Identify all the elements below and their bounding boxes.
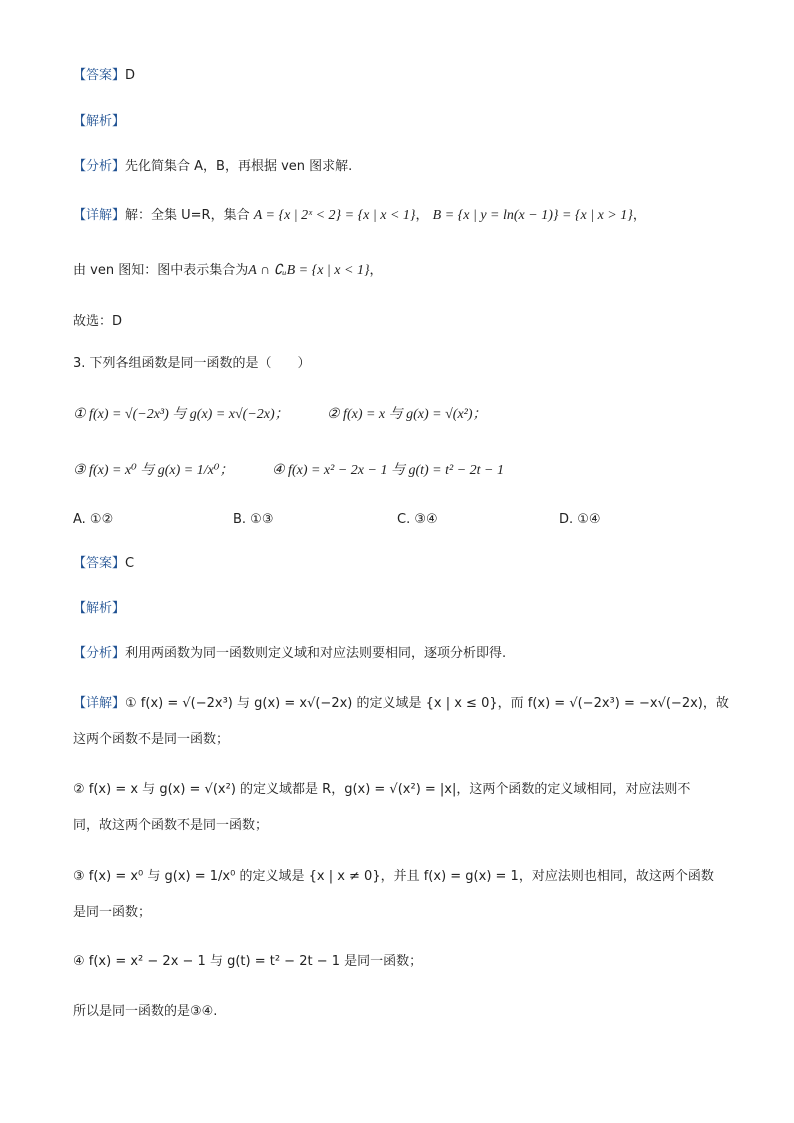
item-1-formula: ① f(x) = √(−2x³) 与 g(x) = x√(−2x)；: [73, 407, 289, 422]
venn-lead: 由 ven 图知：图中表示集合为: [73, 263, 249, 278]
answer-line-1: [73, 67, 135, 85]
analysis-heading-2: [73, 600, 125, 618]
detail-p3-cont: 是同一函数；: [73, 905, 152, 920]
detail-p1-line1: [73, 695, 729, 713]
detail-p2-text: ② f(x) = x 与 g(x) = √(x²) 的定义域都是 R，g(x) = √(x²) = |x|，这两个函数的定义域相同，对应法则不: [73, 782, 691, 797]
choice-line-1: [73, 313, 122, 331]
question-item-2: [327, 406, 487, 424]
xiangjie-tag: 【详解】: [73, 208, 126, 223]
item-4-formula: ④ f(x) = x² − 2x − 1 与 g(t) = t² − 2t − 1: [272, 463, 504, 478]
option-c: C. ③④: [397, 512, 438, 527]
answer-tag: 【答案】: [73, 556, 126, 571]
xiangjie-line-1: [73, 207, 646, 225]
detail-p3-text: ③ f(x) = x⁰ 与 g(x) = 1/x⁰ 的定义域是 {x | x ≠ 0}，并且 f(x) = g(x) = 1，对应法则也相同，故这两个函数: [73, 869, 714, 884]
fenxi-line-1: [73, 158, 352, 176]
venn-line: [73, 262, 383, 280]
xiangjie-lead: 解：全集 U=R，集合: [125, 208, 250, 223]
item-3-formula: ③ f(x) = x⁰ 与 g(x) = 1/x⁰；: [73, 463, 234, 478]
option-a: A. ①②: [73, 512, 114, 527]
analysis-tag: 【解析】: [73, 601, 126, 616]
detail-p2-line2: [73, 817, 268, 835]
analysis-tag: 【解析】: [73, 114, 126, 129]
question-stem-text: 3. 下列各组函数是同一函数的是（ ）: [73, 356, 311, 371]
answer-tag: 【答案】: [73, 68, 126, 83]
detail-p2-cont: 同，故这两个函数不是同一函数；: [73, 818, 269, 833]
set-b-formula: B = {x | y = ln(x − 1)} = {x | x > 1}: [432, 208, 633, 223]
fenxi-text: 先化简集合 A，B，再根据 ven 图求解.: [125, 159, 353, 174]
choice-text: 故选：D: [73, 314, 123, 329]
question-item-1: [73, 406, 289, 424]
option-d: D. ①④: [559, 512, 601, 527]
detail-p3-line1: [73, 868, 714, 886]
venn-formula: A ∩ ∁ᵤB = {x | x < 1}: [248, 263, 370, 278]
question-stem: [73, 355, 311, 373]
question-item-4: [272, 462, 504, 480]
answer-line-2: [73, 555, 134, 573]
question-item-3: [73, 462, 233, 480]
detail-p4: [73, 953, 422, 971]
answer-value: D: [125, 68, 136, 83]
fenxi-tag: 【分析】: [73, 159, 126, 174]
answer-value: C: [125, 556, 135, 571]
xiangjie-tag: 【详解】: [73, 696, 126, 711]
option-b: B. ①③: [233, 512, 274, 527]
detail-p1-text: ① f(x) = √(−2x³) 与 g(x) = x√(−2x) 的定义域是 {x | x ≤ 0}，而 f(x) = √(−2x³) = −x√(−2x)，故: [125, 696, 729, 711]
item-2-formula: ② f(x) = x 与 g(x) = √(x²)；: [327, 407, 487, 422]
conclusion-text: 所以是同一函数的是③④.: [73, 1004, 218, 1019]
fenxi-line-2: [73, 645, 506, 663]
set-a-formula: A = {x | 2ˣ < 2} = {x | x < 1}: [253, 208, 416, 223]
fenxi-text: 利用两函数为同一函数则定义域和对应法则要相同，逐项分析即得.: [125, 646, 507, 661]
fenxi-tag: 【分析】: [73, 646, 126, 661]
venn-end: ，: [369, 263, 383, 278]
detail-p3-line2: [73, 904, 151, 922]
analysis-heading-1: [73, 113, 125, 131]
detail-p4-text: ④ f(x) = x² − 2x − 1 与 g(t) = t² − 2t − 1 是同一函数；: [73, 954, 423, 969]
conclusion-line: [73, 1003, 217, 1021]
detail-p2-line1: [73, 781, 690, 799]
separator: ，: [415, 208, 429, 223]
detail-p1-line2: [73, 731, 229, 749]
line-end: ，: [632, 208, 646, 223]
detail-p1-cont: 这两个函数不是同一函数；: [73, 732, 230, 747]
